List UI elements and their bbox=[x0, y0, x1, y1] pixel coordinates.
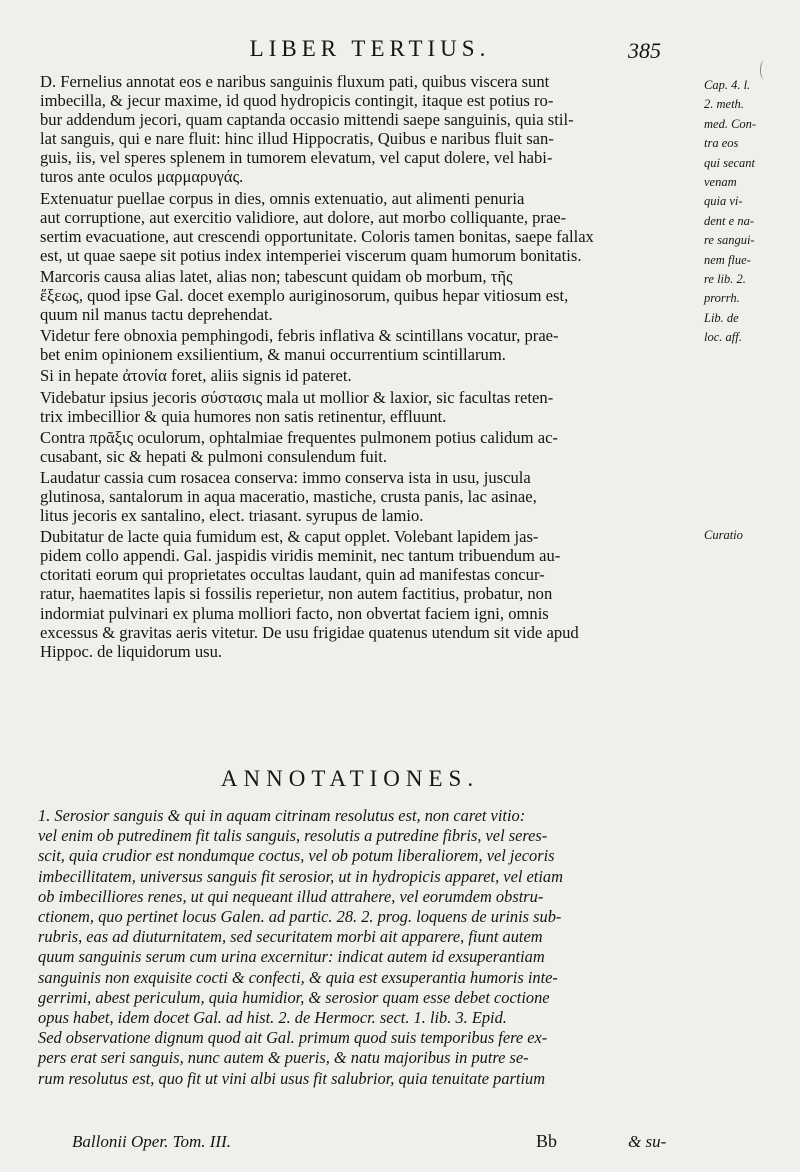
paragraph bbox=[24, 267, 700, 324]
text-line: Contra πρᾶξις oculorum, ophtalmiae frequentes pulmonem potius calidum ac- bbox=[40, 427, 558, 447]
footer-signature: Bb bbox=[536, 1131, 558, 1151]
running-title: LIBER TERTIUS. bbox=[249, 36, 491, 61]
margin-note-line: re sangui- bbox=[704, 233, 755, 248]
text-line: excessus & gravitas aeris vitetur. De usu frigidae quatenus utendum sit vide apud bbox=[40, 622, 579, 642]
margin-note-line: Cap. 4. l. bbox=[704, 78, 751, 92]
main-text bbox=[24, 72, 700, 663]
text-line: ctoritati eorum qui proprietates occultas laudant, quin ad manifestas concur- bbox=[40, 565, 545, 585]
annotation-paragraph bbox=[24, 806, 704, 1028]
paragraph bbox=[24, 326, 700, 364]
paragraph bbox=[24, 388, 700, 426]
footer-volume: Ballonii Oper. Tom. III. bbox=[72, 1132, 231, 1151]
text-line: quum sanguinis serum cum urina excernitur: indicat autem id exsuperantiam bbox=[38, 947, 545, 967]
page-number: 385 bbox=[628, 38, 661, 63]
text-line: sertim evacuatione, aut crescendi opportunitate. Coloris tamen bonitas, saepe fallax bbox=[40, 226, 594, 246]
text-line: bur addendum jecori, quam captanda occasio mittendi saepe sanguinis, quia stil- bbox=[40, 110, 574, 130]
margin-note-line: dent e na- bbox=[704, 213, 754, 228]
text-line: glutinosa, santalorum in aqua maceratio, mastiche, crusta panis, lac asinae, bbox=[40, 486, 537, 506]
text-line: guis, iis, vel speres splenem in tumorem elevatum, vel caput dolere, vel habi- bbox=[40, 148, 553, 168]
text-line: vel enim ob putredinem fit talis sanguis, resolutis a putredine fibris, vel seres- bbox=[38, 826, 548, 846]
footer-catchword: & su- bbox=[628, 1132, 667, 1151]
text-line: indormiat pulvinari ex pluma molliori facto, non obvertat faciem igni, omnis bbox=[40, 603, 549, 623]
text-line: sanguinis non exquisite cocti & confecti, & quia est exsuperantia humoris inte- bbox=[38, 967, 558, 987]
margin-note-line: venam bbox=[704, 175, 737, 190]
paragraph bbox=[24, 468, 700, 525]
text-line: imbecilla, & jecur maxime, id quod hydropicis contingit, itaque est potius ro- bbox=[40, 91, 554, 111]
text-line: rubris, eas ad diuturnitatem, sed securitatem morbi ait apparere, fiunt autem bbox=[38, 927, 543, 947]
margin-note-line: nem flue- bbox=[704, 252, 751, 267]
text-line: turos ante oculos μαρμαρυγάς. bbox=[40, 167, 244, 187]
text-line: pers erat seri sanguis, nunc autem & pueris, & natu majoribus in putre se- bbox=[38, 1048, 529, 1068]
text-line: Videtur fere obnoxia pemphingodi, febris inflativa & scintillans vocatur, prae- bbox=[40, 326, 559, 346]
text-line: pidem collo appendi. Gal. jaspidis viridis meminit, nec tantum tribuendum au- bbox=[40, 546, 561, 566]
margin-note-line: qui secant bbox=[704, 155, 756, 170]
text-line: opus habet, idem docet Gal. ad hist. 2. de Hermocr. sect. 1. lib. 3. Epid. bbox=[38, 1008, 507, 1028]
margin-note-line: quia vi- bbox=[704, 194, 743, 209]
text-line: rum resolutus est, quo fit ut vini albi usus fit salubrior, quia tenuitate partium bbox=[38, 1068, 546, 1088]
text-line: scit, quia crudior est nondumque coctus, vel ob potum liberaliorem, vel jecoris bbox=[38, 846, 555, 866]
paragraph bbox=[24, 72, 700, 187]
margin-note-curatio: Curatio bbox=[704, 528, 743, 542]
margin-note-line: tra eos bbox=[704, 136, 739, 151]
text-line: Si in hepate ἀτονία foret, aliis signis id pateret. bbox=[40, 366, 352, 386]
text-line: imbecillitatem, universus sanguis fit serosior, ut in hydropicis apparet, vel etiam bbox=[38, 866, 563, 886]
paragraph bbox=[24, 527, 700, 661]
text-line: ἕξεως, quod ipse Gal. docet exemplo auriginosorum, quibus hepar vitiosum est, bbox=[40, 286, 569, 306]
annotations-heading: ANNOTATIONES. bbox=[220, 766, 480, 791]
paragraph bbox=[24, 189, 700, 265]
text-line: quum nil manus tactu deprehendat. bbox=[40, 305, 273, 325]
paragraph bbox=[24, 428, 700, 466]
text-line: D. Fernelius annotat eos e naribus sanguinis fluxum pati, quibus viscera sunt bbox=[40, 72, 550, 91]
margin-note bbox=[704, 76, 796, 348]
text-line: Dubitatur de lacte quia fumidum est, & caput opplet. Volebant lapidem jas- bbox=[40, 527, 539, 547]
text-line: bet enim opinionem exsilientium, & manui occurrentium scintillarum. bbox=[40, 345, 506, 365]
paragraph bbox=[24, 366, 700, 385]
text-line: est, ut quae saepe sit potius index intemperiei viscerum quam humorum bonitatis. bbox=[40, 245, 582, 265]
text-line: litus jecoris ex santalino, elect. triasant. syrupus de lamio. bbox=[40, 506, 424, 526]
text-line: Extenuatur puellae corpus in dies, omnis extenuatio, aut alimenti penuria bbox=[40, 188, 525, 208]
text-line: Hippoc. de liquidorum usu. bbox=[40, 641, 223, 661]
text-line: cusabant, sic & hepati & pulmoni consulendum fuit. bbox=[40, 446, 388, 466]
margin-note-line: prorrh. bbox=[704, 291, 740, 306]
annotation-paragraph bbox=[24, 1028, 704, 1089]
text-line: Videbatur ipsius jecoris σύστασις mala ut mollior & laxior, sic facultas reten- bbox=[40, 387, 554, 407]
text-line: gerrimi, abest periculum, quia humidior, & serosior quam esse debet coctione bbox=[38, 987, 550, 1007]
margin-note-line: Lib. de bbox=[704, 310, 739, 325]
text-line: ratur, haematites lapis si fossilis reperietur, non autem factitius, probatur, non bbox=[40, 584, 553, 604]
margin-note-line: med. Con- bbox=[704, 116, 757, 131]
text-line: ctionem, quo pertinet locus Galen. ad partic. 28. 2. prog. loquens de urinis sub- bbox=[38, 907, 562, 927]
text-line: 1. Serosior sanguis & qui in aquam citrinam resolutus est, non caret vitio: bbox=[38, 806, 526, 825]
margin-note-line: loc. aff. bbox=[704, 330, 742, 345]
text-line: trix imbecillior & quia humores non satis retinentur, effluunt. bbox=[40, 406, 447, 426]
annotations-text bbox=[24, 806, 704, 1089]
text-line: lat sanguis, qui e nare fluit: hinc illud Hippocratis, Quibus e naribus fluit san- bbox=[40, 129, 554, 149]
text-line: Sed observatione dignum quod ait Gal. primum quod suis temporibus fere ex- bbox=[38, 1028, 548, 1048]
text-line: aut corruptione, aut exercitio validiore, aut dolore, aut morbo colliquante, prae- bbox=[40, 207, 567, 227]
margin-note-line: re lib. 2. bbox=[704, 272, 746, 287]
text-line: ob imbecilliores renes, ut qui nequeant illud attrahere, vel eorumdem obstru- bbox=[38, 886, 544, 906]
text-line: Marcoris causa alias latet, alias non; tabescunt quidam ob morbum, τῆς bbox=[40, 266, 513, 286]
text-line: Laudatur cassia cum rosacea conserva: immo conserva ista in usu, juscula bbox=[40, 467, 531, 487]
margin-note-line: 2. meth. bbox=[704, 97, 744, 112]
